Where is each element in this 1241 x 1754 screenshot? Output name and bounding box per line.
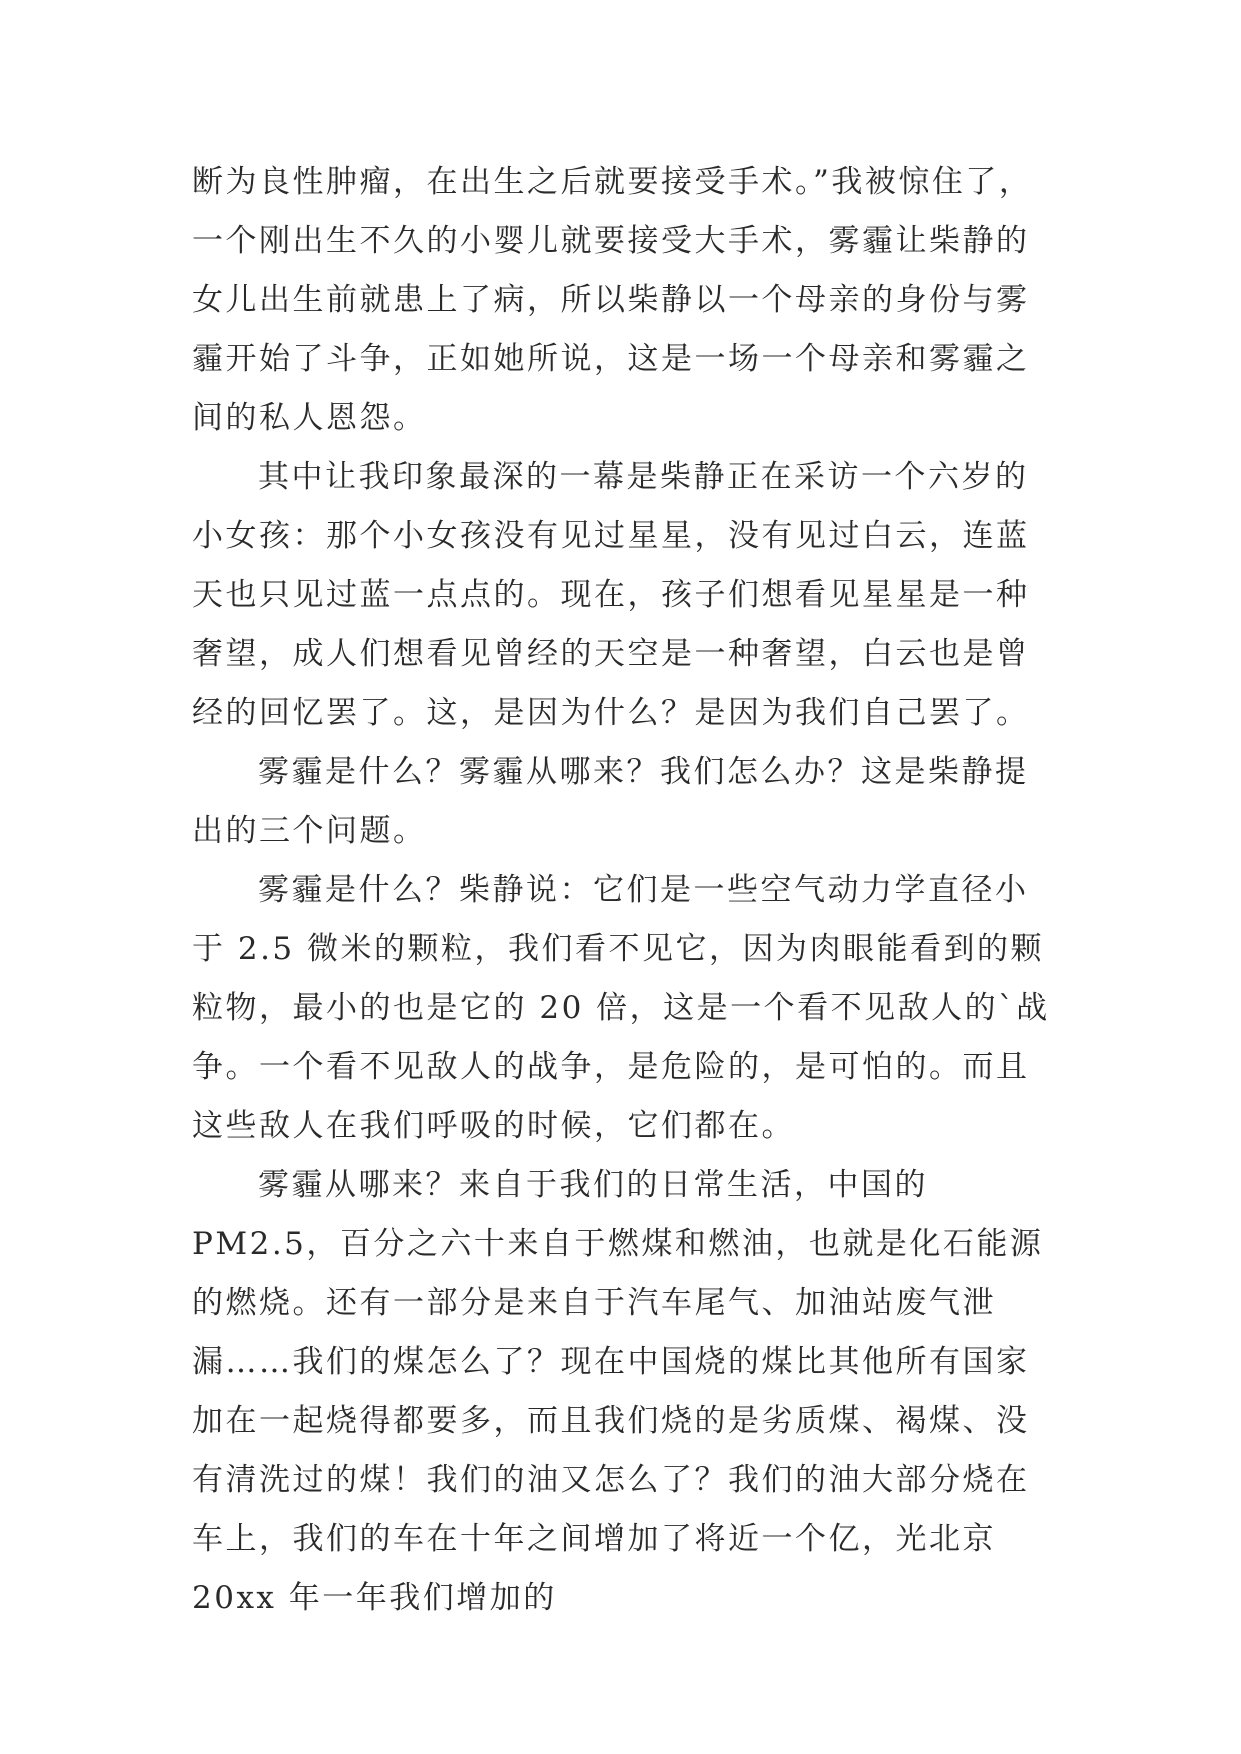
paragraph-1: 断为良性肿瘤，在出生之后就要接受手术。”我被惊住了，一个刚出生不久的小婴儿就要接受大手术，雾霾让柴静的女儿出生前就患上了病，所以柴静以一个母亲的身份与雾霾开始了斗争，正如她所说，这是一场一个母亲和雾霾之间的私人恩怨。: [192, 164, 1033, 436]
document-body: [192, 153, 1052, 1628]
paragraph-4: 雾霾是什么？柴静说：它们是一些空气动力学直径小于 2.5 微米的颗粒，我们看不见它，因为肉眼能看到的颗粒物，最小的也是它的 20 倍，这是一个看不见敌人的`战争。一个看不见敌人的战争，是危险的，是可怕的。而且这些敌人在我们呼吸的时候，它们都在。: [192, 872, 1050, 1144]
paragraph-3: 雾霾是什么？雾霾从哪来？我们怎么办？这是柴静提出的三个问题。: [192, 754, 1029, 849]
paragraph-2: 其中让我印象最深的一幕是柴静正在采访一个六岁的小女孩：那个小女孩没有见过星星，没有见过白云，连蓝天也只见过蓝一点点的。现在，孩子们想看见星星是一种奢望，成人们想看见曾经的天空是一种奢望，白云也是曾经的回忆罢了。这，是因为什么？是因为我们自己罢了。: [192, 459, 1030, 731]
paragraph-5: 雾霾从哪来？来自于我们的日常生活，中国的 PM2.5，百分之六十来自于燃煤和燃油，也就是化石能源的燃烧。还有一部分是来自于汽车尾气、加油站废气泄漏……我们的煤怎么了？现在中国烧的煤比其他所有国家加在一起烧得都要多，而且我们烧的是劣质煤、褐煤、没有清洗过的煤！我们的油又怎么了？我们的油大部分烧在车上，我们的车在十年之间增加了将近一个亿，光北京 20xx 年一年我们增加的: [192, 1167, 1044, 1616]
